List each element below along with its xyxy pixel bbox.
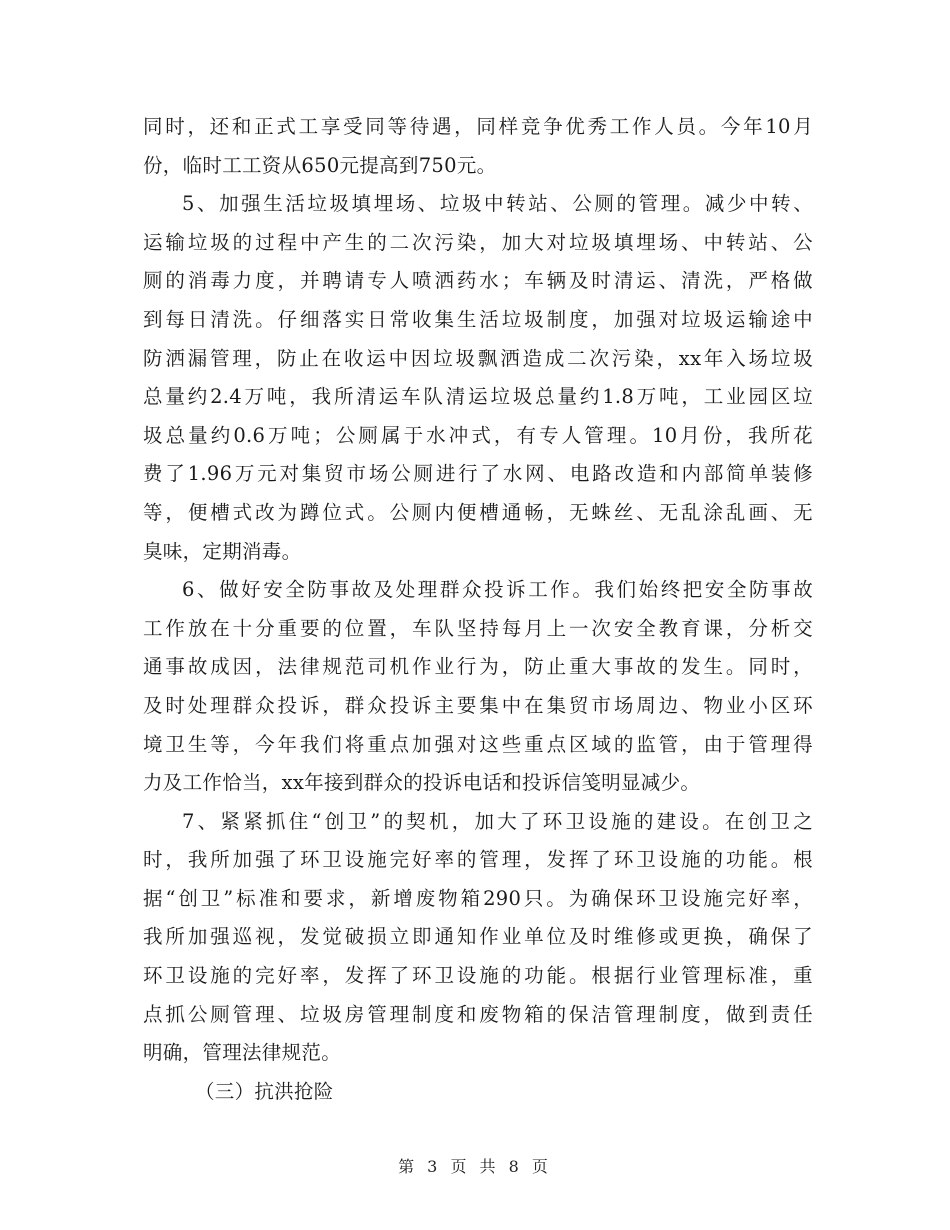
paragraph-start-line: 6、做好安全防事故及处理群众投诉工作。我们始终把安全防事故 [182, 578, 813, 602]
text-line: 环卫设施的完好率，发挥了环卫设施的功能。根据行业管理标准，重 [143, 964, 813, 988]
text-line: 到每日清洗。仔细落实日常收集生活垃圾制度，加强对垃圾运输途中 [143, 307, 813, 331]
text-line: 我所加强巡视，发觉破损立即通知作业单位及时维修或更换，确保了 [143, 925, 813, 949]
section-heading: （三）抗洪抢险 [195, 1079, 334, 1103]
text-line: 明确，管理法律规范。 [143, 1041, 342, 1065]
body-text [143, 108, 813, 1111]
text-line: 点抓公厕管理、垃圾房管理制度和废物箱的保洁管理制度，做到责任 [143, 1002, 813, 1026]
text-line: 据“创卫”标准和要求，新增废物箱290只。为确保环卫设施完好率， [143, 886, 813, 910]
page-number-footer: 第 3 页 共 8 页 [398, 1157, 552, 1176]
text-line: 圾总量约0.6万吨；公厕属于水冲式，有专人管理。10月份，我所花 [143, 423, 813, 447]
text-line: 同时，还和正式工享受同等待遇，同样竞争优秀工作人员。今年10月 [143, 115, 813, 138]
text-line: 费了1.96万元对集贸市场公厕进行了水网、电路改造和内部简单装修 [143, 462, 813, 486]
paragraph-start-line: 7、紧紧抓住“创卫”的契机，加大了环卫设施的建设。在创卫之 [182, 809, 813, 833]
text-line: 防洒漏管理，防止在收运中因垃圾飘洒造成二次污染，xx年入场垃圾 [143, 346, 813, 370]
paragraph-start-line: 5、加强生活垃圾填埋场、垃圾中转站、公厕的管理。减少中转、 [182, 192, 813, 216]
text-line: 工作放在十分重要的位置，车队坚持每月上一次安全教育课，分析交 [143, 616, 813, 640]
text-line: 时，我所加强了环卫设施完好率的管理，发挥了环卫设施的功能。根 [143, 848, 813, 872]
text-line: 及时处理群众投诉，群众投诉主要集中在集贸市场周边、物业小区环 [143, 693, 813, 717]
text-line: 份，临时工工资从650元提高到750元。 [143, 153, 497, 177]
text-line: 臭味，定期消毒。 [143, 539, 302, 563]
text-line: 等，便槽式改为蹲位式。公厕内便槽通畅，无蛛丝、无乱涂乱画、无 [143, 500, 813, 524]
text-line: 厕的消毒力度，并聘请专人喷洒药水；车辆及时清运、清洗，严格做 [143, 269, 813, 293]
text-line: 境卫生等，今年我们将重点加强对这些重点区域的监管，由于管理得 [143, 732, 813, 756]
text-line: 运输垃圾的过程中产生的二次污染，加大对垃圾填埋场、中转站、公 [143, 230, 813, 254]
text-line: 力及工作恰当，xx年接到群众的投诉电话和投诉信笺明显减少。 [143, 771, 701, 795]
text-line: 通事故成因，法律规范司机作业行为，防止重大事故的发生。同时， [143, 655, 813, 679]
text-line: 总量约2.4万吨，我所清运车队清运垃圾总量约1.8万吨，工业园区垃 [143, 385, 813, 409]
